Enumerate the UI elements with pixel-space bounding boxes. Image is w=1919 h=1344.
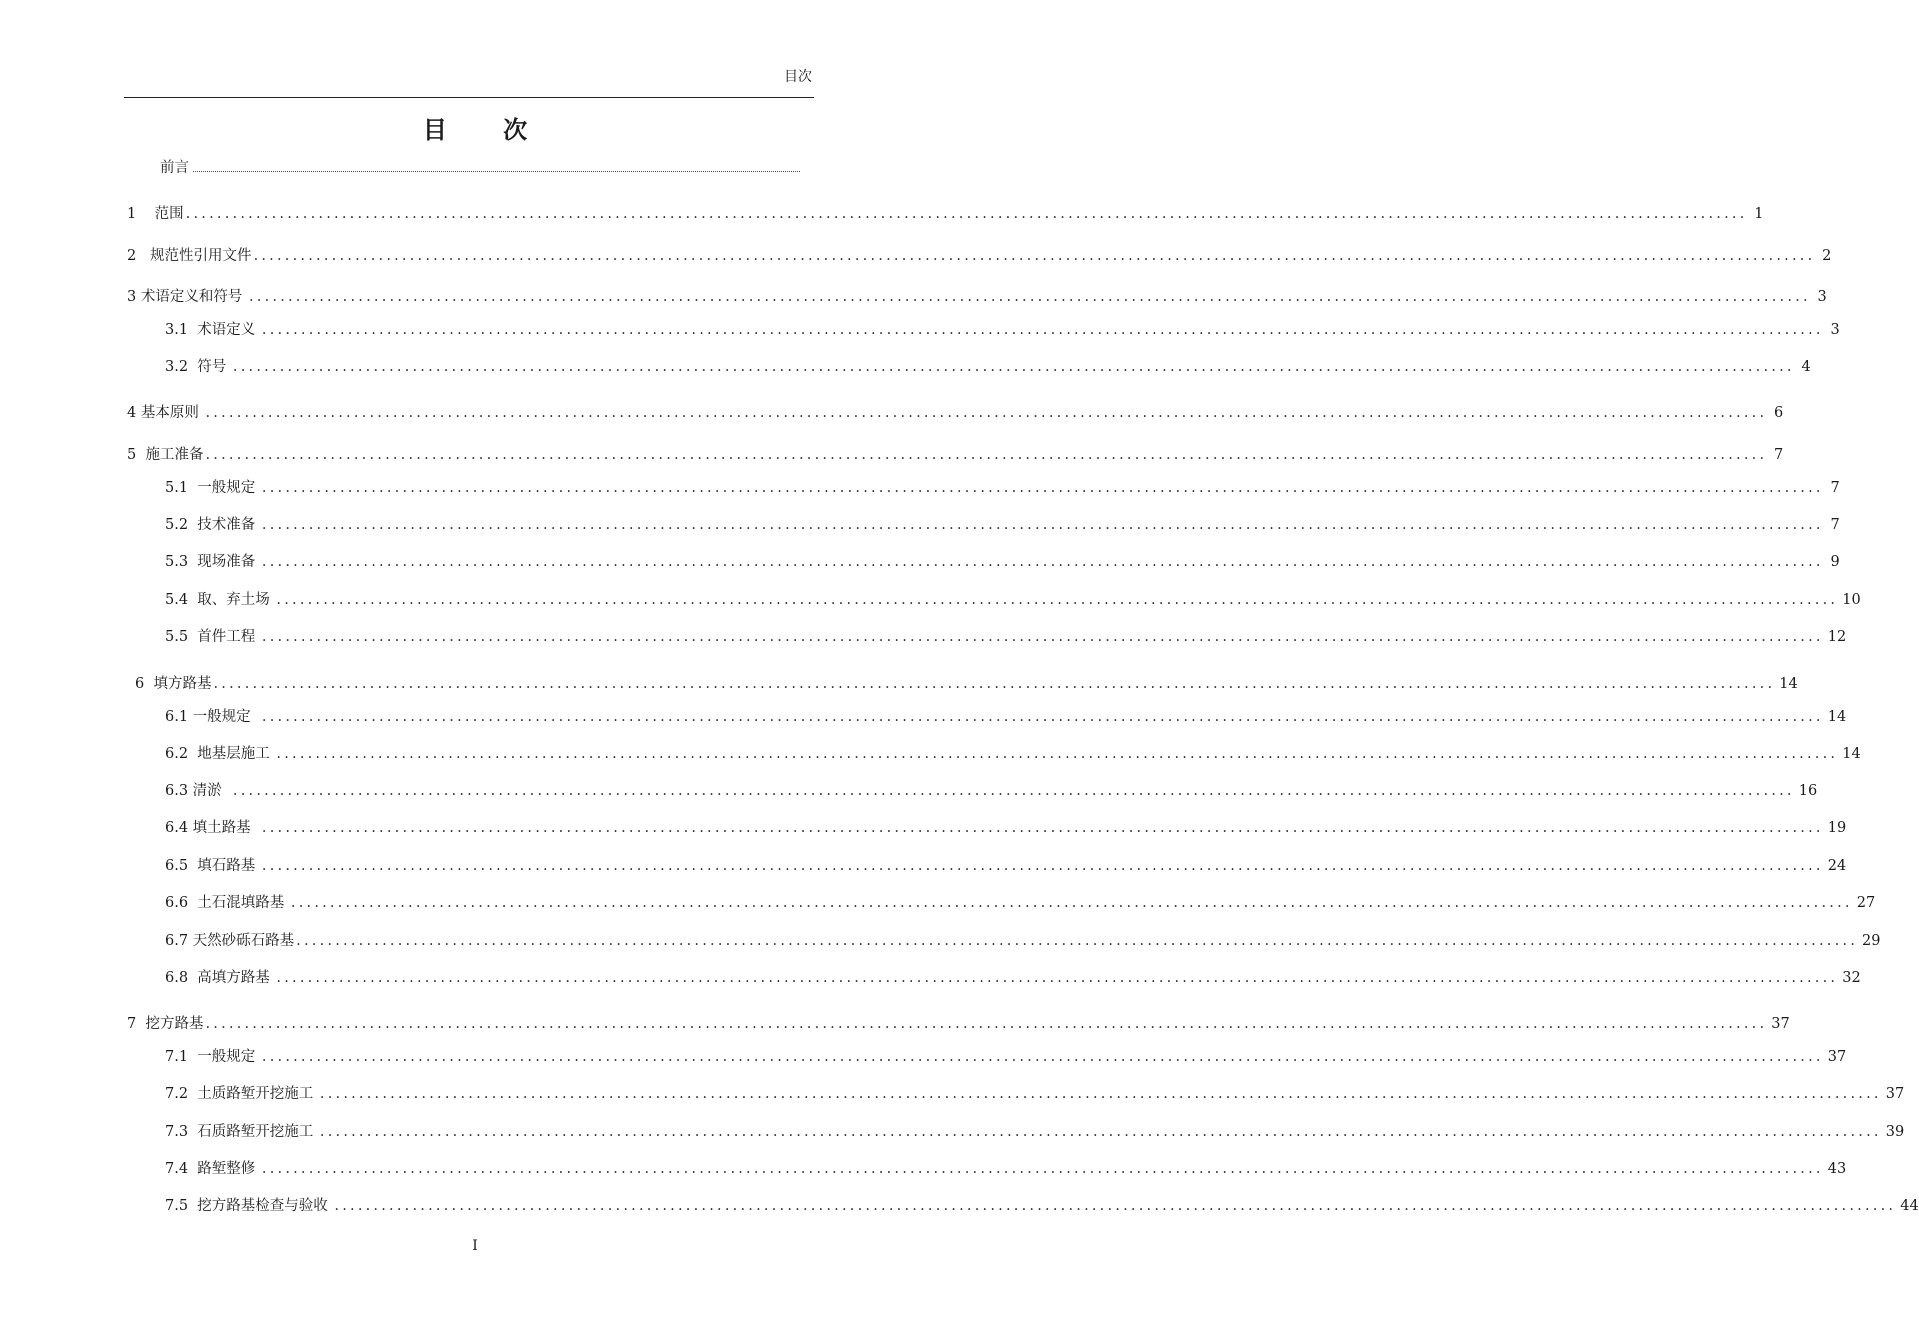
toc-label: 3.2 符号 (165, 359, 231, 375)
toc-leader: ........................................................................................................................................................................................................ (296, 933, 1858, 949)
toc-label: 7.1 一般规定 (165, 1049, 260, 1065)
toc-label: 6.3 清淤 (165, 783, 231, 799)
toc-entry[interactable] (165, 818, 1847, 838)
toc-entry[interactable] (165, 781, 1818, 801)
toc-leader: ........................................................................................................................................................................................................ (261, 709, 1824, 725)
toc-entry[interactable] (165, 320, 1840, 340)
toc-label: 6.1 一般规定 (165, 709, 260, 725)
toc-label: 6 填方路基 (135, 676, 212, 692)
toc-leader: ........................................................................................................................................................................................................ (185, 206, 1748, 222)
toc-page-number: 7 (1774, 447, 1784, 463)
toc-label: 7.4 路堑整修 (165, 1161, 260, 1177)
toc-entry[interactable] (165, 744, 1861, 764)
toc-label: 5.4 取、弃土场 (165, 592, 275, 608)
toc-label: 3 术语定义和符号 (127, 289, 247, 305)
toc-entry[interactable] (127, 246, 1832, 266)
toc-entry[interactable] (165, 931, 1881, 951)
toc-leader: ........................................................................................................................................................................................................ (213, 676, 1776, 692)
toc-leader: ........................................................................................................................................................................................................ (261, 1049, 1824, 1065)
toc-entry[interactable] (127, 445, 1784, 465)
toc-page-number: 4 (1801, 359, 1811, 375)
toc-label: 前言 (160, 160, 189, 176)
toc-page-number: 43 (1827, 1161, 1847, 1177)
toc-label: 2 规范性引用文件 (127, 248, 252, 264)
page-number: I (472, 1238, 478, 1254)
toc-page-number: 7 (1830, 517, 1840, 533)
toc-label: 4 基本原则 (127, 405, 204, 421)
toc-label: 6.4 填土路基 (165, 820, 260, 836)
toc-entry[interactable] (127, 1014, 1790, 1034)
toc-page-number: 2 (1822, 248, 1832, 264)
toc-leader: ........................................................................................................................................................................................................ (205, 405, 1768, 421)
toc-entry[interactable] (127, 403, 1784, 423)
toc-entry[interactable] (165, 893, 1876, 913)
toc-page-number: 14 (1827, 709, 1847, 725)
toc-page-number: 37 (1827, 1049, 1847, 1065)
header-rule (124, 97, 814, 98)
toc-label: 7.2 土质路堑开挖施工 (165, 1086, 318, 1102)
toc-entry[interactable] (165, 590, 1861, 610)
toc-label: 6.8 高填方路基 (165, 970, 275, 986)
toc-entry[interactable] (165, 627, 1847, 647)
toc-page-number: 12 (1827, 629, 1847, 645)
running-header: 目次 (784, 69, 812, 85)
toc-page-number: 6 (1774, 405, 1784, 421)
toc-label: 5.2 技术准备 (165, 517, 260, 533)
toc-leader: ........................................................................................................................................................................................................ (334, 1198, 1897, 1214)
toc-entry[interactable] (165, 707, 1847, 727)
toc-leader: ........................................................................................................................................................................................................ (232, 359, 1795, 375)
page-title: 目 次 (422, 116, 552, 144)
toc-page-number: 16 (1798, 783, 1818, 799)
toc-leader: ........................................................................................................................................................................................................ (261, 322, 1824, 338)
toc-leader: ........................................................................................................................................................................................................ (261, 858, 1824, 874)
toc-leader: ........................................................................................................................................................................................................ (261, 820, 1824, 836)
toc-page-number: 1 (1754, 206, 1764, 222)
toc-page-number: 9 (1830, 554, 1840, 570)
toc-label: 1 范围 (127, 206, 184, 222)
toc-leader: ........................................................................................................................................................................................................ (261, 480, 1824, 496)
toc-page-number: 19 (1827, 820, 1847, 836)
toc-entry[interactable] (165, 357, 1811, 377)
toc-page-number: 3 (1817, 289, 1827, 305)
toc-entry[interactable] (165, 1084, 1905, 1104)
toc-leader (193, 161, 800, 172)
toc-page-number: 14 (1842, 746, 1861, 762)
toc-label: 5.3 现场准备 (165, 554, 260, 570)
toc-page-number: 37 (1885, 1086, 1905, 1102)
toc-page-number: 39 (1885, 1124, 1905, 1140)
toc-label: 5.1 一般规定 (165, 480, 260, 496)
toc-label: 5 施工准备 (127, 447, 204, 463)
toc-leader: ........................................................................................................................................................................................................ (276, 746, 1839, 762)
toc-page-number: 7 (1830, 480, 1840, 496)
toc-leader: ........................................................................................................................................................................................................ (253, 248, 1816, 264)
toc-page-number: 29 (1862, 933, 1881, 949)
toc-page-number: 37 (1771, 1016, 1790, 1032)
toc-leader: ........................................................................................................................................................................................................ (232, 783, 1795, 799)
toc-leader: ........................................................................................................................................................................................................ (205, 1016, 1768, 1032)
toc-label: 7.5 挖方路基检查与验收 (165, 1198, 333, 1214)
toc-leader: ........................................................................................................................................................................................................ (276, 970, 1839, 986)
toc-label: 6.6 土石混填路基 (165, 895, 289, 911)
toc-leader: ........................................................................................................................................................................................................ (248, 289, 1811, 305)
toc-label: 6.5 填石路基 (165, 858, 260, 874)
toc-leader: ........................................................................................................................................................................................................ (319, 1124, 1882, 1140)
toc-page-number: 3 (1830, 322, 1840, 338)
toc-entry[interactable] (165, 1047, 1847, 1067)
toc-label: 7 挖方路基 (127, 1016, 204, 1032)
toc-leader: ........................................................................................................................................................................................................ (261, 1161, 1824, 1177)
toc-entry[interactable] (165, 515, 1840, 535)
toc-leader: ........................................................................................................................................................................................................ (205, 447, 1768, 463)
toc-entry[interactable] (165, 1159, 1847, 1179)
toc-leader: ........................................................................................................................................................................................................ (290, 895, 1853, 911)
toc-entry[interactable] (127, 287, 1827, 307)
toc-label: 3.1 术语定义 (165, 322, 260, 338)
toc-leader: ........................................................................................................................................................................................................ (261, 517, 1824, 533)
toc-label: 6.2 地基层施工 (165, 746, 275, 762)
toc-entry-preface[interactable] (160, 158, 804, 178)
toc-entry[interactable] (165, 968, 1861, 988)
toc-label: 5.5 首件工程 (165, 629, 260, 645)
toc-page-number: 32 (1842, 970, 1861, 986)
toc-page-number: 24 (1827, 858, 1847, 874)
toc-page-number: 10 (1842, 592, 1861, 608)
toc-entry[interactable] (165, 478, 1840, 498)
toc-label: 7.3 石质路堑开挖施工 (165, 1124, 318, 1140)
toc-entry[interactable] (165, 552, 1840, 572)
toc-page-number: 27 (1856, 895, 1876, 911)
toc-entry[interactable] (135, 674, 1798, 694)
toc-leader: ........................................................................................................................................................................................................ (261, 554, 1824, 570)
toc-entry[interactable] (165, 1196, 1919, 1216)
toc-leader: ........................................................................................................................................................................................................ (261, 629, 1824, 645)
toc-page-number: 14 (1779, 676, 1798, 692)
toc-entry[interactable] (127, 204, 1764, 224)
toc-page-number: 44 (1900, 1198, 1919, 1214)
toc-leader: ........................................................................................................................................................................................................ (319, 1086, 1882, 1102)
toc-label: 6.7 天然砂砾石路基 (165, 933, 295, 949)
toc-leader: ........................................................................................................................................................................................................ (276, 592, 1839, 608)
toc-entry[interactable] (165, 1122, 1905, 1142)
toc-entry[interactable] (165, 856, 1847, 876)
